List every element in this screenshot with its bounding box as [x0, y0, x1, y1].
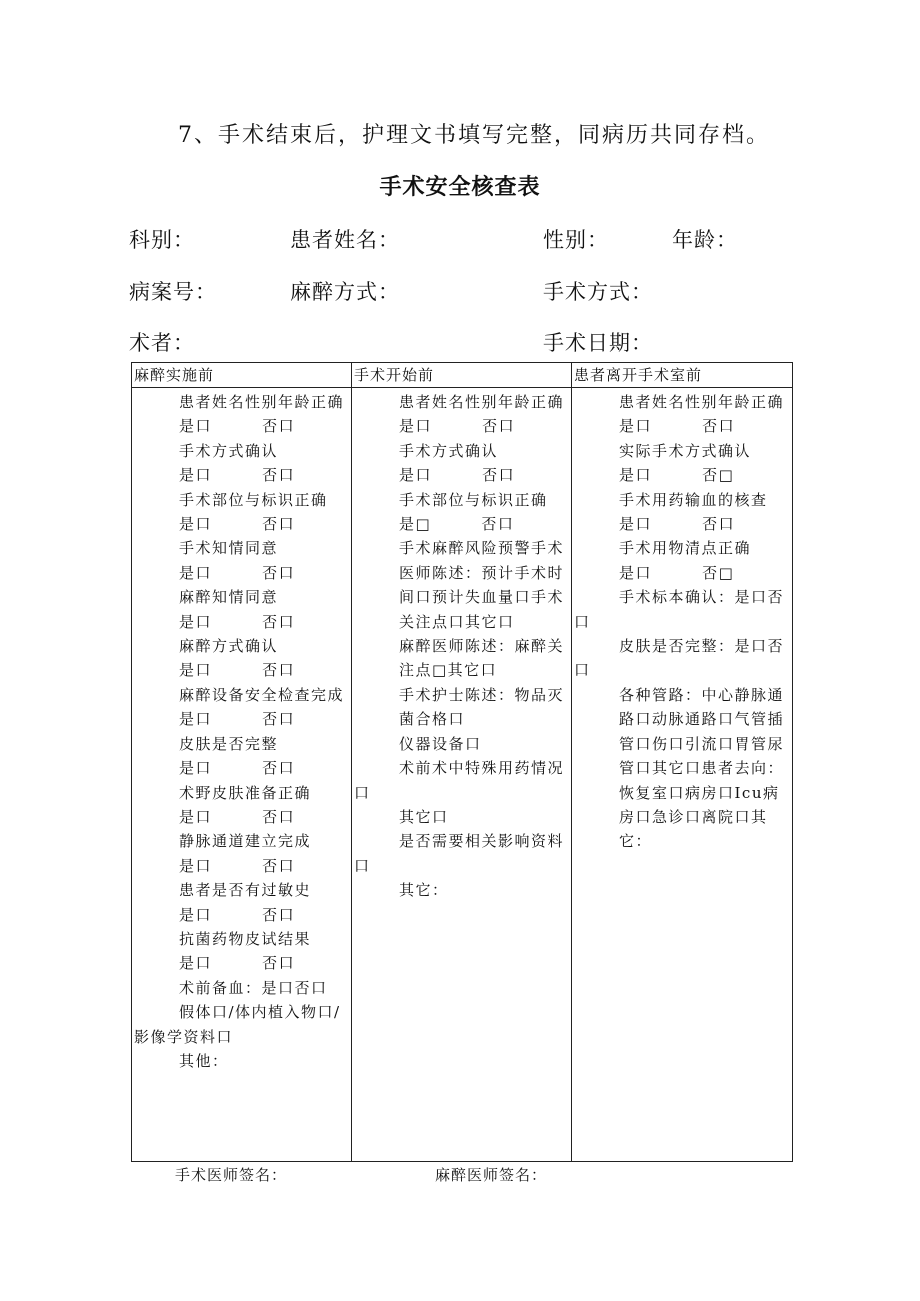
intro-text: 7、手术结束后，护理文书填写完整，同病历共同存档。 — [178, 123, 770, 148]
gender-label: 性别： — [543, 228, 609, 252]
yes-no-options[interactable]: 是口 否口 — [179, 466, 296, 485]
check-item: 是否需要相关影响资料 — [399, 832, 565, 851]
column-before-anesthesia — [132, 388, 352, 1162]
other-field: 它： — [619, 832, 653, 851]
check-item[interactable]: 房口急诊口离院口其 — [619, 807, 768, 826]
check-item: 麻醉设备安全检查完成 — [179, 685, 345, 704]
header-before-anesthesia: 麻醉实施前 — [132, 363, 352, 388]
check-item: 手术知情同意 — [179, 539, 279, 558]
header-before-surgery: 手术开始前 — [352, 363, 572, 388]
yes-no-options[interactable]: 是口 否口 — [619, 515, 736, 534]
check-item[interactable]: 管口其它口患者去向： — [619, 759, 785, 778]
safety-checklist-table — [131, 362, 793, 1162]
anesthetist-signature-label: 麻醉医师签名： — [435, 1166, 548, 1184]
yes-no-options[interactable]: 是口 否口 — [619, 417, 736, 436]
checkbox[interactable]: 口 — [354, 783, 371, 802]
check-item: 抗菌药物皮试结果 — [179, 929, 312, 948]
check-item: 患者姓名性别年龄正确 — [179, 393, 345, 411]
yes-no-options[interactable]: 是口 否口 — [179, 759, 296, 778]
patient-name-label: 患者姓名： — [290, 228, 400, 252]
yes-no-options[interactable]: 是口 否口 — [179, 954, 296, 973]
check-item[interactable]: 手术标本确认：是口否 — [619, 588, 785, 607]
check-item: 手术用药输血的核查 — [619, 490, 768, 509]
check-item: 患者姓名性别年龄正确 — [399, 393, 565, 411]
yes-no-options[interactable]: 是口 否口 — [399, 417, 516, 436]
column-before-leaving — [572, 388, 793, 1162]
check-item[interactable]: 仪器设备口 — [399, 734, 482, 753]
checkbox[interactable]: 口 — [354, 856, 371, 875]
checkbox[interactable]: 口 — [574, 612, 591, 631]
check-item: 医师陈述：预计手术时 — [399, 563, 565, 582]
column-before-surgery — [352, 388, 572, 1162]
check-item[interactable]: 皮肤是否完整：是口否 — [619, 637, 785, 656]
yes-no-options[interactable]: 是口 否口 — [179, 417, 296, 436]
table-header-row — [132, 363, 793, 388]
anesthesia-method-label: 麻醉方式： — [290, 280, 400, 304]
check-item: 手术用物清点正确 — [619, 539, 752, 558]
checkbox[interactable]: 口 — [574, 661, 591, 680]
yes-no-options[interactable]: 是口 否口 — [179, 612, 296, 631]
other-field: 其它： — [399, 881, 449, 900]
check-item: 术前术中特殊用药情况 — [399, 759, 565, 778]
yes-no-options[interactable]: 是口 否口 — [179, 515, 296, 534]
check-item[interactable]: 注点□其它口 — [399, 661, 498, 680]
check-item[interactable]: 管口伤口引流口胃管尿 — [619, 734, 785, 753]
check-item: 手术护士陈述：物品灭 — [399, 685, 565, 704]
yes-no-options[interactable]: 是□ 否口 — [399, 515, 515, 534]
check-item: 麻醉知情同意 — [179, 588, 279, 607]
yes-no-options[interactable]: 是口 否口 — [179, 856, 296, 875]
check-item: 静脉通道建立完成 — [179, 832, 312, 851]
check-item: 患者是否有过敏史 — [179, 881, 312, 900]
check-item[interactable]: 菌合格口 — [399, 710, 466, 729]
check-item[interactable]: 恢复室口病房口Icu病 — [619, 783, 780, 802]
check-item: 实际手术方式确认 — [619, 441, 752, 460]
check-item: 各种管路：中心静脉通 — [619, 685, 785, 704]
header-before-leaving: 患者离开手术室前 — [572, 363, 793, 388]
check-item[interactable]: 影像学资料口 — [134, 1027, 234, 1046]
surgery-method-label: 手术方式： — [543, 280, 653, 304]
yes-no-options[interactable]: 是口 否口 — [179, 905, 296, 924]
other-field: 其他： — [179, 1051, 229, 1070]
yes-no-options[interactable]: 是口 否口 — [399, 466, 516, 485]
check-item: 手术方式确认 — [399, 441, 499, 460]
yes-no-options[interactable]: 是口 否口 — [179, 710, 296, 729]
check-item[interactable]: 间口预计失血量口手术 — [399, 588, 565, 607]
yes-no-options[interactable]: 是口 否口 — [179, 807, 296, 826]
yes-no-options[interactable]: 是口 否口 — [179, 563, 296, 582]
age-label: 年龄： — [672, 228, 738, 252]
yes-no-options[interactable]: 是口 否□ — [619, 563, 735, 582]
yes-no-options[interactable]: 是口 否口 — [179, 661, 296, 680]
check-item[interactable]: 关注点口其它口 — [399, 612, 515, 631]
check-item: 手术部位与标识正确 — [179, 490, 328, 509]
check-item: 麻醉方式确认 — [179, 637, 279, 656]
check-item[interactable]: 假体口/体内植入物口/ — [179, 1003, 341, 1022]
surgeon-signature-label: 手术医师签名： — [175, 1166, 288, 1184]
check-item: 手术部位与标识正确 — [399, 490, 548, 509]
check-item: 手术麻醉风险预警手术 — [399, 539, 565, 558]
check-item[interactable]: 其它口 — [399, 807, 449, 826]
check-item: 患者姓名性别年龄正确 — [619, 393, 785, 411]
surgery-date-label: 手术日期： — [543, 331, 653, 355]
form-title: 手术安全核查表 — [379, 175, 541, 200]
check-item: 麻醉医师陈述：麻醉关 — [399, 637, 565, 656]
case-no-label: 病案号： — [129, 280, 217, 304]
yes-no-options[interactable]: 是口 否□ — [619, 466, 735, 485]
check-item: 术野皮肤准备正确 — [179, 783, 312, 802]
check-item[interactable]: 术前备血：是口否口 — [179, 978, 328, 997]
surgeon-label: 术者： — [129, 331, 195, 355]
check-item[interactable]: 路口动脉通路口气管插 — [619, 710, 785, 729]
table-body-row — [132, 388, 793, 1162]
check-item: 手术方式确认 — [179, 441, 279, 460]
dept-label: 科别： — [129, 228, 195, 252]
check-item: 皮肤是否完整 — [179, 734, 279, 753]
